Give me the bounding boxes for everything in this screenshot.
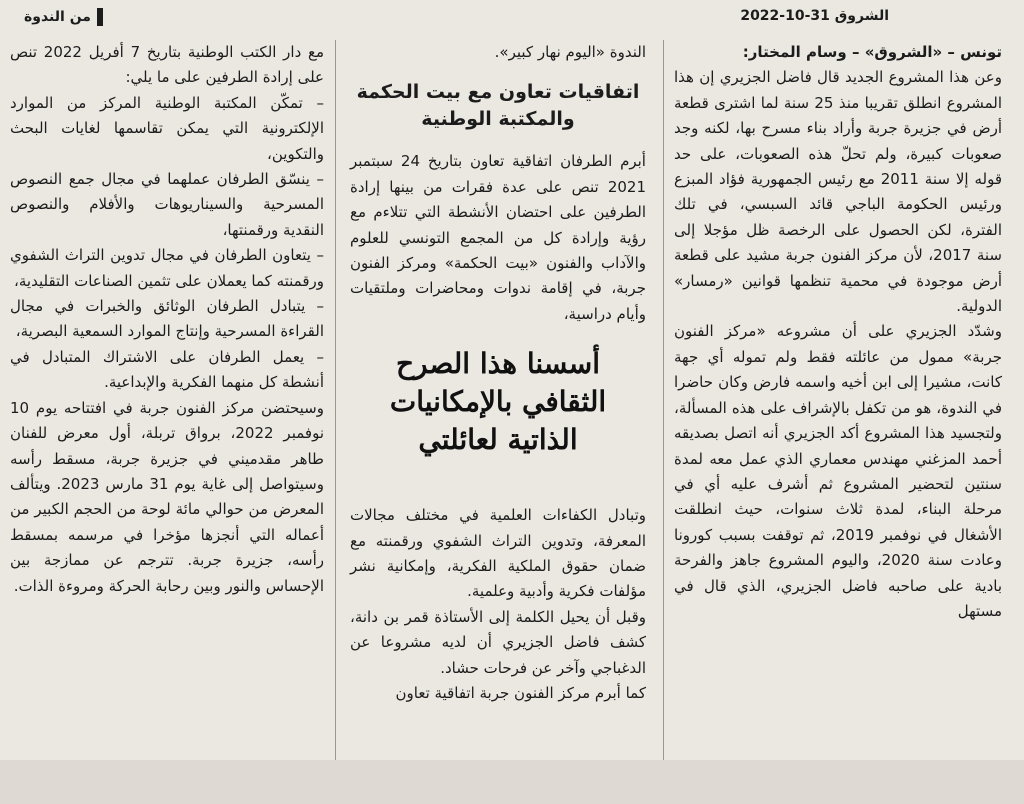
publication-date: الشروق 31-10-2022 [740, 8, 889, 24]
page-header [0, 2, 1024, 34]
article-column-middle [350, 40, 646, 707]
section-title: من الندوة [24, 9, 91, 25]
paragraph: الندوة «اليوم نهار كبير». [494, 43, 646, 61]
section-marker-icon [97, 8, 103, 26]
article-column-left [10, 40, 324, 599]
list-item: – يعمل الطرفان على الاشتراك المتبادل في أنشطة كل منهما الفكرية والإبداعية. [10, 347, 324, 392]
article-column-right [674, 40, 1002, 624]
byline: تونس – «الشروق» – وسام المختار: [742, 43, 1002, 61]
list-item: – تمكّن المكتبة الوطنية المركز من الموارد الإلكترونية التي يمكن تقاسمها لغايات البحث والتكوين، [10, 93, 324, 163]
list-item: – ينسّق الطرفان عملهما في مجال جمع النصوص المسرحية والسيناريوهات والأفلام والنصوص النقدية ورقمنتها، [10, 170, 324, 239]
subheading: اتفاقيات تعاون مع بيت الحكمة والمكتبة الوطنية [356, 81, 640, 131]
list-item: – يتعاون الطرفان في مجال تدوين التراث الشفوي ورقمنته كما يعملان على تثمين الصناعات التقليدية، [10, 246, 324, 290]
paragraph: أبرم الطرفان اتفاقية تعاون بتاريخ 24 سبتمبر 2021 تنص على عدة فقرات من بينها إرادة الطرفين على احتضان الأنشطة التي تتلاءم مع رؤية وإرادة كل من المجمع التونسي للعلوم والآداب والفنون «بيت الحكمة» ومركز الفنون جربة، في إقامة ندوات ومحاضرات وملتقيات وأيام دراسية، [350, 152, 646, 323]
column-divider [335, 40, 336, 760]
paragraph: وعن هذا المشروع الجديد قال فاضل الجزيري إن هذا المشروع انطلق تقريبا منذ 25 سنة لما اشترى قطعة أرض في جزيرة جربة وأراد بناء مسرح بها، لكنه وجد صعوبات كبيرة، ولم تحلّ هذه الصعوبات، على حد قوله إلا سنة 2011 مع رئيس الجمهورية فؤاد المبزع ورئيس الحكومة الباجي قائد السبسي، في تلك الفترة، لكن الحصول على الرخصة ظل مؤجلا إلى سنة 2017، لأن مركز الفنون جربة مشيد على قطعة أرض موجودة في محمية تنظمها قوانين «رمسار» الدولية. [674, 68, 1003, 316]
pull-quote: أسسنا هذا الصرح الثقافي بالإمكانيات الذاتية لعائلتي [389, 347, 607, 457]
paragraph: مع دار الكتب الوطنية بتاريخ 7 أفريل 2022 تنص على إرادة الطرفين على ما يلي: [10, 43, 324, 87]
paragraph: كما أبرم مركز الفنون جربة اتفاقية تعاون [395, 684, 646, 703]
paragraph: وسيحتضن مركز الفنون جربة في افتتاحه يوم 10 نوفمبر 2022، برواق تربلة، أول معرض للفنان طاهر مقدميني في جزيرة جربة، مسقط رأسه وسيتواصل إلى غاية يوم 31 مارس 2023. ويتألف المعرض من حوالي مائة لوحة من الحجم الكبير من أعماله التي أنجزها مؤخرا في مرسمه بمسقط رأسه، جزيرة جربة. تترجم عن ممازجة بين الإحساس والنور وبين رحابة الحركة ومروءة الذات. [10, 398, 324, 595]
section-label [24, 8, 103, 26]
page-bottom-margin [0, 760, 1024, 804]
list-item: – يتبادل الطرفان الوثائق والخبرات في مجال القراءة المسرحية وإنتاج الموارد السمعية البصرية، [10, 297, 324, 341]
paragraph: وشدّد الجزيري على أن مشروعه «مركز الفنون جربة» ممول من عائلته فقط ولم تموله أي جهة كانت، مشيرا إلى ابن أخيه واسمه فارض وكان حاضرا في الندوة، هو من تكفل بالإشراف على هذه المسألة، ولتجسيد هذا المشروع أكد الجزيري أنه اتصل بصديقه أحمد المزغني مهندس معماري الذي عمل معه لمدة سنتين لتحضير المشروع ثم أشرف عليه أي في مرحلة البناء، لمدة ثلاث سنوات، حيث انطلقت الأشغال في نوفمبر 2019، ثم توقفت بسبب كورونا وعادت سنة 2020، واليوم المشروع جاهز والفرحة بادية على صاحبه فاضل الجزيري، الذي قال في مستهل [674, 322, 1002, 620]
column-divider [663, 40, 664, 760]
paragraph: وتبادل الكفاءات العلمية في مختلف مجالات المعرفة، وتدوين التراث الشفوي ورقمنته مع ضمان حقوق الملكية الفكرية، وإمكانية نشر مؤلفات فكرية وأدبية وعلمية. [350, 506, 646, 601]
paragraph: وقبل أن يحيل الكلمة إلى الأستاذة قمر بن دانة، كشف فاضل الجزيري أن لديه مشروعا عن الدغباجي وآخر عن فرحات حشاد. [350, 607, 646, 677]
